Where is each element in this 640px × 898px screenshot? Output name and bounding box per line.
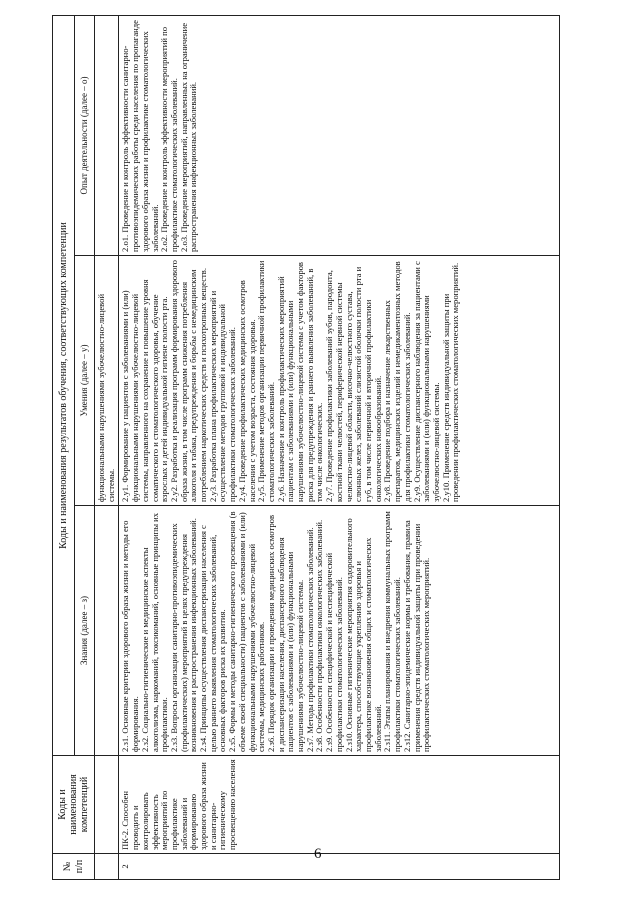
header-num: № п/п (53, 854, 95, 880)
competencies-table (52, 15, 560, 880)
cont-skills: функциональными нарушениями зубочелюстно-лицевой системы. (95, 256, 119, 506)
header-knowledge: Знания (далее – з) (75, 506, 95, 756)
skill-item: 2.у5. Применение методов организации первичной профилактики стоматологических заболеваний. (256, 260, 276, 502)
experience-item: 2.о3. Проведение мероприятий, направленных на ограничение распространения инфекционных заболеваний. (178, 22, 199, 252)
skills-list (119, 256, 560, 506)
row-num: 2 (119, 854, 560, 880)
header-experience: Опыт деятельности (далее – о) (75, 16, 95, 256)
header-skills: Умения (далее – у) (75, 256, 95, 506)
knowledge-list (119, 506, 560, 756)
knowledge-item: 2.з6. Порядок организации и проведения медицинских осмотров и диспансеризации населения, диспансерного наблюдения пациентов с заболеваниями и (или) функциональными нарушениями зубочелюстно-лицевой системы. (265, 515, 306, 752)
cont-code (95, 756, 119, 854)
knowledge-item: 2.з8. Особенности профилактики онкологических заболеваний. (314, 519, 325, 752)
skill-item: 2.у10. Применение средств индивидуальной защиты при проведении профилактических стоматологических мероприятий. (440, 262, 461, 502)
skill-item: 2.у6. Назначение и контроль профилактических мероприятий пациентам с заболеваниями и (или) функциональными нарушениями зубочелюстно-лицевой системы с учетом факторов риска для предупреждения и раннего выявления заболеваний, в том числе онкологических. (275, 262, 325, 502)
knowledge-item: 2.з9. Особенности специфической и неспецифической профилактики стоматологических заболеваний. (324, 552, 344, 752)
experience-list (119, 16, 560, 256)
knowledge-item: 2.з3. Вопросы организации санитарно-противоэпидемических (профилактических) мероприятий в целях предупреждения возникновения и распространения инфекционных заболеваний. (168, 518, 199, 752)
table-row-continued (95, 16, 119, 880)
skill-item: 2.у8. Проведение подбора и назначение лекарственных препаратов, медицинских изделий и немедикаментозных методов для профилактики стоматологических заболеваний. (382, 261, 412, 502)
experience-item: 2.о1. Проведение и контроль эффективности санитарно-противоэпидемических работы среди населения по пропаганде здорового образа жизни и профилактике стоматологических заболеваний. (120, 20, 160, 252)
knowledge-item: 2.з7. Методы профилактики стоматологических заболеваний. (304, 527, 315, 752)
knowledge-item: 2.з10. Основные гигиенические мероприятия оздоровительного характера, способствующие укреплению здоровья и профилактике возникновения общих и стоматологических заболеваний. (343, 518, 383, 752)
skill-item: 2.у4. Проведение профилактических медицинских осмотров населения с учетом возраста, состояния здоровья. (236, 280, 257, 502)
skill-item: 2.у1. Формирование у пациентов с заболеваниями и (или) функциональными нарушениями зубочелюстно-лицевой системы, направленного на сохранение и повышение уровня соматического и стоматологического здоровья, обучение взрослых и детей индивидуальной гигиене полости рта. (120, 279, 170, 502)
skill-item: 2.у3. Разработка плана профилактических мероприятий и осуществление методов групповой и индивидуальной профилактики стоматологических заболеваний. (207, 290, 238, 502)
competence-code: ПК-2. Способен проводить и контролировать эффективность мероприятий по профилактике заболеваний и формированию здорового образа жизни и санитарно-гигиеническому просвещению населения (119, 756, 560, 854)
cont-experience (95, 16, 119, 256)
rotated-table-wrapper (52, 16, 560, 880)
skill-item: 2.у2. Разработка и реализация программ формирования здорового образа жизни, в том числе программ снижения потребления алкоголя и табака, предупреждения и борьбы с немедицинским потреблением наркотических средств и психотропных веществ. (168, 260, 209, 502)
experience-item: 2.о2. Проведение и контроль эффективности мероприятий по профилактике стоматологических заболеваний. (159, 26, 179, 252)
knowledge-item: 2.з2. Социально-гигиенические и медицинские аспекты алкоголизма, наркоманий, токсикоманий, основные принципы их профилактики. (139, 512, 170, 752)
header-results: Коды и наименования результатов обучения, соответствующих компетенции (53, 16, 75, 756)
knowledge-item: 2.з12. Санитарно-эпидемические нормы и требования, правила применения средств индивидуальной защиты при проведении профилактических стоматологических мероприятий. (401, 520, 432, 752)
knowledge-item: 2.з11. Этапы планирования и внедрения коммунальных программ профилактики стоматологических заболеваний. (382, 511, 403, 752)
page-number: 6 (314, 846, 322, 862)
knowledge-item: 2.з5. Формы и методы санитарно-гигиенического просвещения (в объеме своей специальности) пациентов с заболеваниями и (или) функциональными нарушениями зубочелюстно-лицевой системы, медицинских работников. (227, 511, 267, 752)
knowledge-item: 2.з1. Основные критерии здорового образа жизни и методы его формирования. (120, 520, 141, 752)
knowledge-item: 2.з4. Принципы осуществления диспансеризации населения с целью раннего выявления стоматологических заболеваний, основных факторов риска их развития. (198, 525, 228, 752)
skill-item: 2.у7. Проведение профилактики заболеваний зубов, пародонта, костной ткани челюстей, периферической нервной системы челюстно-лицевой области, височно-челюстного сустава, слюнных желез, заболеваний слизистой оболочки полости рта и губ, в том числе первичной и вторичной профилактики онкологических новообразований. (324, 266, 383, 502)
skill-item: 2.у9. Осуществление диспансерного наблюдения за пациентами с заболеваниями и (или) функциональными нарушениями зубочелюстно-лицевой системы. (411, 261, 441, 502)
cont-knowledge (95, 506, 119, 756)
table-row (119, 16, 560, 880)
header-code: Коды и наименования компетенций (53, 756, 95, 854)
cont-num (95, 854, 119, 880)
